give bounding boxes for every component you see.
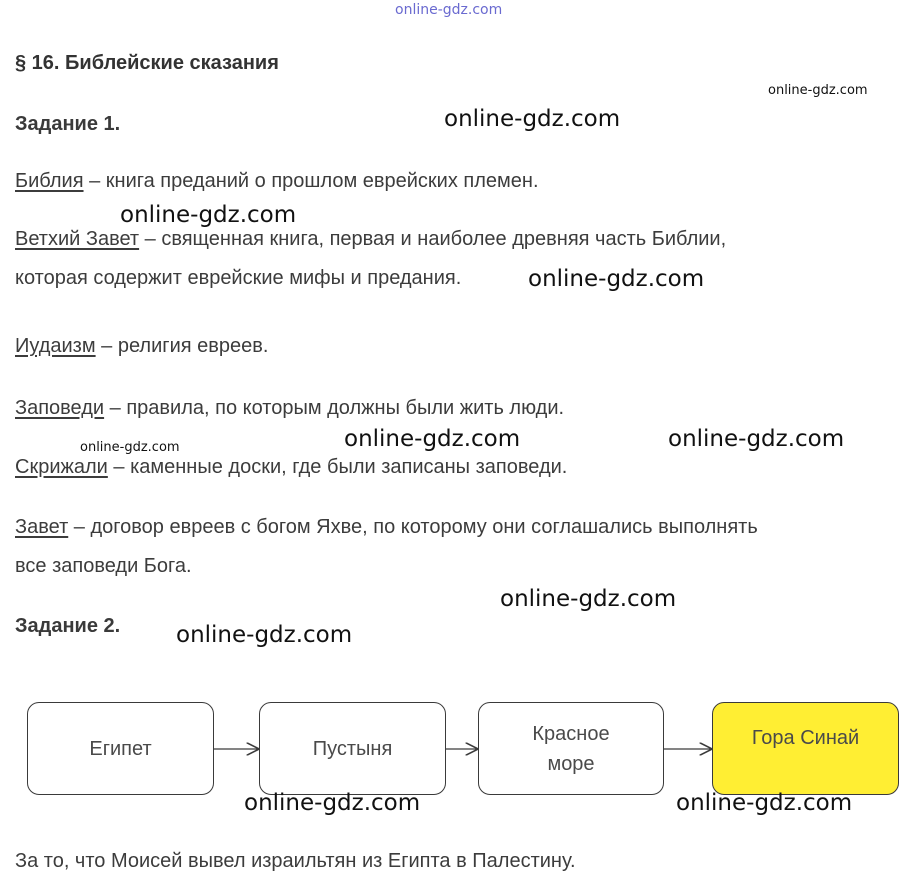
watermark: online-gdz.com [500, 586, 677, 612]
watermark: online-gdz.com [244, 790, 421, 816]
term-bible: Библия [15, 170, 84, 192]
watermark: online-gdz.com [120, 202, 297, 228]
watermark: online-gdz.com [80, 440, 180, 455]
definition-text: – религия евреев. [95, 335, 269, 357]
watermark: online-gdz.com [768, 83, 868, 98]
flow-step-egypt [27, 702, 214, 795]
watermark: online-gdz.com [668, 426, 845, 452]
flow-step-red-sea [478, 702, 664, 795]
task1-heading: Задание 1. [15, 113, 121, 135]
watermark: online-gdz.com [344, 426, 521, 452]
term-tablets: Скрижали [15, 456, 108, 478]
term-judaism: Иудаизм [15, 335, 96, 357]
definition-text: – договор евреев с богом Яхве, по которому они соглашались выполнять [68, 516, 758, 538]
watermark: online-gdz.com [176, 622, 353, 648]
definition-text: – священная книга, первая и наиболее древняя часть Библии, [139, 228, 727, 250]
step-label: Пустыня [312, 737, 393, 760]
definition-text: – правила, по которым должны были жить люди. [104, 397, 565, 419]
watermark: online-gdz.com [444, 106, 621, 132]
flow-step-desert [259, 702, 446, 795]
term-covenant: Завет [15, 516, 69, 538]
watermark: online-gdz.com [528, 266, 705, 292]
step-label: море [547, 752, 595, 775]
step-label: Египет [89, 737, 152, 760]
flow-step-mount-sinai [712, 702, 899, 795]
definition-old-testament-cont: которая содержит еврейские мифы и предания. [15, 267, 462, 289]
term-commandments: Заповеди [15, 397, 105, 419]
definition-text: – книга преданий о прошлом еврейских племен. [83, 170, 539, 192]
task2-heading: Задание 2. [15, 615, 121, 637]
step-label: Красное [532, 722, 610, 745]
task2-answer: За то, что Моисей вывел израильтян из Египта в Палестину. [15, 850, 576, 872]
watermark-top: online-gdz.com [395, 2, 503, 18]
step-label: Гора Синай [751, 726, 860, 749]
definition-text: – каменные доски, где были записаны заповеди. [107, 456, 568, 478]
definition-covenant-cont: все заповеди Бога. [15, 555, 192, 577]
watermark: online-gdz.com [676, 790, 853, 816]
page-title: § 16. Библейские сказания [15, 52, 279, 74]
term-old-testament: Ветхий Завет [15, 228, 140, 250]
